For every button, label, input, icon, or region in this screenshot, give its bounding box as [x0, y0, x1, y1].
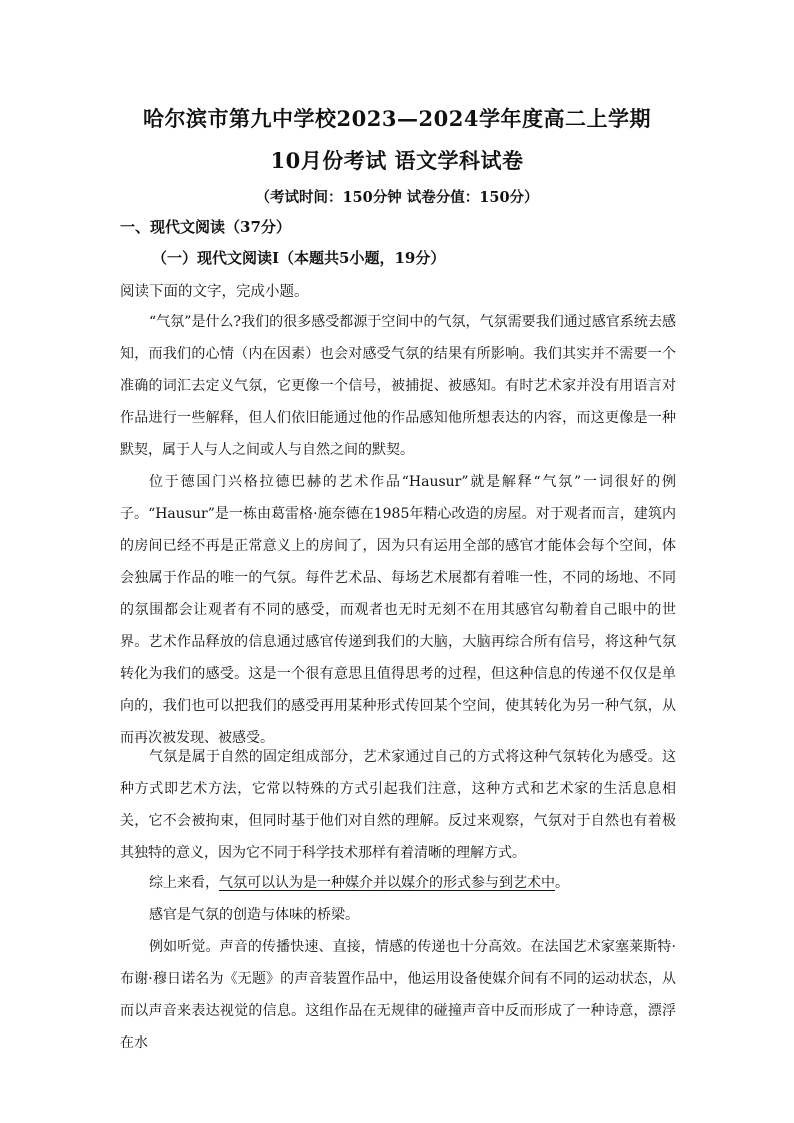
- reading-instruction: 阅读下面的文字，完成小题。: [120, 284, 309, 300]
- article-paragraph-5: 感官是气氛的创造与体味的桥梁。: [149, 907, 359, 923]
- article-paragraph-2: 位于德国门兴格拉德巴赫的艺术作品“Hausur”就是解释“气氛”一词很好的例子。“Hausur”是一栋由葛雷格·施奈德在1985年精心改造的房屋。对于观者而言，建筑内的房间已经不再是正常意义上的房间了，因为只有运用全部的感官才能体会每个空间，体会独属于作品的唯一的气氛。每件艺术品、每场艺术展都有着唯一性，不同的场地、不同的氛围都会让观者有不同的感受，而观者也无时无刻不在用其感官勾勒着自己眼中的世界。艺术作品释放的信息通过感官传递到我们的大脑，大脑再综合所有信号，将这种气氛转化为我们的感受。这是一个很有意思且值得思考的过程，但这种信息的传递不仅仅是单向的，我们也可以把我们的感受再用某种形式传回某个空间，使其转化为另一种气氛，从而再次被发现、被感受。: [120, 474, 676, 746]
- article-paragraph-6: 例如听觉。声音的传播快速、直接，情感的传递也十分高效。在法国艺术家塞莱斯特·布谢·穆日诺名为《无题》的声音装置作品中，他运用设备使媒介间有不同的运动状态，从而以声音来表达视觉的信息。这组作品在无规律的碰撞声音中反而形成了一种诗意，漂浮在水: [120, 939, 676, 1051]
- paragraph-4-suffix: 。: [555, 875, 569, 891]
- exam-info: （考试时间：150分钟 试卷分值：150分）: [255, 189, 539, 206]
- article-paragraph-4: [120, 867, 676, 899]
- paragraph-4-prefix: 综上来看，: [149, 875, 219, 891]
- underlined-sentence: 气氛可以认为是一种媒介并以媒介的形式参与到艺术中: [219, 875, 555, 891]
- article-paragraph-3: 气氛是属于自然的固定组成部分，艺术家通过自己的方式将这种气氛转化为感受。这种方式即艺术方法，它常以特殊的方式引起我们注意，这种方式和艺术家的生活息息相关，它不会被拘束，但同时基于他们对自然的理解。反过来观察，气氛对于自然也有着极其独特的意义，因为它不同于科学技术那样有着清晰的理解方式。: [120, 749, 676, 861]
- exam-subtitle: 10月份考试 语文学科试卷: [270, 148, 524, 173]
- section-heading: 一、现代文阅读（37分）: [120, 218, 291, 236]
- subsection-heading: （一）现代文阅读Ⅰ（本题共5小题，19分）: [152, 249, 446, 267]
- exam-title: 哈尔滨市第九中学校2023—2024学年度高二上学期: [143, 106, 651, 131]
- article-paragraph-1: “气氛”是什么?我们的很多感受都源于空间中的气氛，气氛需要我们通过感官系统去感知，而我们的心情（内在因素）也会对感受气氛的结果有所影响。我们其实并不需要一个准确的词汇去定义气氛，它更像一个信号，被捕捉、被感知。有时艺术家并没有用语言对作品进行一些解释，但人们依旧能通过他的作品感知他所想表达的内容，而这更像是一种默契，属于人与人之间或人与自然之间的默契。: [120, 314, 676, 458]
